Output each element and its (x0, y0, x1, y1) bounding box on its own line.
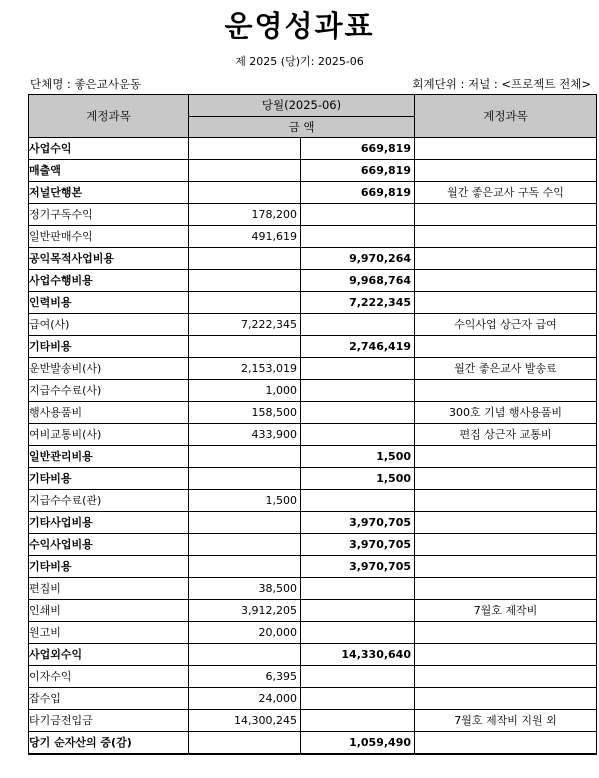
total-amount-cell (301, 622, 415, 644)
table-row (29, 578, 597, 600)
total-amount-cell (301, 380, 415, 402)
detail-amount-cell (189, 446, 301, 468)
memo-cell (415, 622, 597, 644)
memo-cell (415, 270, 597, 292)
total-amount-cell: 2,746,419 (301, 336, 415, 358)
account-name-cell: 행사용품비 (29, 402, 189, 424)
table-row (29, 468, 597, 490)
table-row (29, 710, 597, 732)
detail-amount-cell (189, 534, 301, 556)
memo-cell: 월간 좋은교사 구독 수익 (415, 182, 597, 204)
account-name-cell: 사업수행비용 (29, 270, 189, 292)
memo-cell (415, 468, 597, 490)
account-name-cell: 수익사업비용 (29, 534, 189, 556)
memo-cell: 7월호 제작비 지원 외 (415, 710, 597, 732)
account-name-cell: 매출액 (29, 160, 189, 182)
account-name-cell: 일반관리비용 (29, 446, 189, 468)
memo-cell: 수익사업 상근자 급여 (415, 314, 597, 336)
header-amount: 금 액 (189, 117, 415, 138)
account-name-cell: 일반판매수익 (29, 226, 189, 248)
report-title: 운영성과표 (224, 9, 375, 43)
account-name-cell: 기타비용 (29, 336, 189, 358)
total-amount-cell: 1,500 (301, 446, 415, 468)
memo-cell (415, 688, 597, 710)
table-row (29, 732, 597, 755)
account-name-cell: 편집비 (29, 578, 189, 600)
detail-amount-cell: 38,500 (189, 578, 301, 600)
table-row (29, 446, 597, 468)
detail-amount-cell: 178,200 (189, 204, 301, 226)
total-amount-cell: 669,819 (301, 160, 415, 182)
total-amount-cell: 9,968,764 (301, 270, 415, 292)
detail-amount-cell (189, 138, 301, 160)
account-name-cell: 여비교통비(사) (29, 424, 189, 446)
memo-cell (415, 556, 597, 578)
report-period: 제 2025 (당)기: 2025-06 (235, 55, 364, 68)
table-row (29, 622, 597, 644)
detail-amount-cell (189, 556, 301, 578)
table-row (29, 248, 597, 270)
memo-cell: 월간 좋은교사 발송료 (415, 358, 597, 380)
memo-cell (415, 138, 597, 160)
detail-amount-cell: 158,500 (189, 402, 301, 424)
detail-amount-cell: 2,153,019 (189, 358, 301, 380)
memo-cell (415, 204, 597, 226)
memo-cell: 7월호 제작비 (415, 600, 597, 622)
total-amount-cell (301, 204, 415, 226)
detail-amount-cell (189, 512, 301, 534)
account-name-cell: 운반발송비(사) (29, 358, 189, 380)
memo-cell (415, 490, 597, 512)
total-amount-cell (301, 226, 415, 248)
account-name-cell: 기타비용 (29, 468, 189, 490)
memo-cell (415, 292, 597, 314)
detail-amount-cell: 433,900 (189, 424, 301, 446)
detail-amount-cell: 20,000 (189, 622, 301, 644)
accounting-unit: 회계단위 : 저널 : <프로젝트 전체> (412, 77, 591, 91)
total-amount-cell (301, 578, 415, 600)
detail-amount-cell (189, 160, 301, 182)
detail-amount-cell: 6,395 (189, 666, 301, 688)
table-row (29, 556, 597, 578)
table-row (29, 380, 597, 402)
table-row (29, 512, 597, 534)
detail-amount-cell: 7,222,345 (189, 314, 301, 336)
total-amount-cell: 14,330,640 (301, 644, 415, 666)
table-row (29, 336, 597, 358)
table-row (29, 270, 597, 292)
memo-cell (415, 248, 597, 270)
detail-amount-cell: 14,300,245 (189, 710, 301, 732)
total-amount-cell: 3,970,705 (301, 534, 415, 556)
header-period: 당월(2025-06) (189, 95, 415, 117)
detail-amount-cell: 3,912,205 (189, 600, 301, 622)
memo-cell: 편집 상근자 교통비 (415, 424, 597, 446)
table-row (29, 182, 597, 204)
account-name-cell: 인쇄비 (29, 600, 189, 622)
memo-cell (415, 666, 597, 688)
total-amount-cell (301, 490, 415, 512)
memo-cell (415, 534, 597, 556)
total-amount-cell (301, 314, 415, 336)
memo-cell (415, 336, 597, 358)
memo-cell (415, 512, 597, 534)
account-name-cell: 원고비 (29, 622, 189, 644)
detail-amount-cell: 1,500 (189, 490, 301, 512)
total-amount-cell (301, 402, 415, 424)
table-row (29, 688, 597, 710)
detail-amount-cell (189, 468, 301, 490)
detail-amount-cell: 24,000 (189, 688, 301, 710)
total-amount-cell (301, 688, 415, 710)
table-row (29, 204, 597, 226)
table-row (29, 358, 597, 380)
table-row (29, 314, 597, 336)
table-row (29, 666, 597, 688)
table-row (29, 424, 597, 446)
total-amount-cell: 1,500 (301, 468, 415, 490)
total-amount-cell (301, 600, 415, 622)
account-name-cell: 인력비용 (29, 292, 189, 314)
account-name-cell: 이자수익 (29, 666, 189, 688)
total-amount-cell (301, 358, 415, 380)
account-name-cell: 타기금전입금 (29, 710, 189, 732)
account-name-cell: 지급수수료(관) (29, 490, 189, 512)
detail-amount-cell (189, 336, 301, 358)
total-amount-cell (301, 666, 415, 688)
total-amount-cell: 3,970,705 (301, 512, 415, 534)
table-row (29, 292, 597, 314)
detail-amount-cell (189, 292, 301, 314)
total-amount-cell: 669,819 (301, 138, 415, 160)
detail-amount-cell (189, 182, 301, 204)
total-amount-cell: 1,059,490 (301, 732, 415, 755)
memo-cell (415, 446, 597, 468)
memo-cell (415, 578, 597, 600)
account-name-cell: 당기 순자산의 증(감) (29, 732, 189, 755)
detail-amount-cell: 1,000 (189, 380, 301, 402)
account-name-cell: 기타비용 (29, 556, 189, 578)
table-row (29, 490, 597, 512)
detail-amount-cell (189, 248, 301, 270)
memo-cell (415, 380, 597, 402)
account-name-cell: 기타사업비용 (29, 512, 189, 534)
table-row (29, 600, 597, 622)
memo-cell (415, 644, 597, 666)
account-name-cell: 정기구독수익 (29, 204, 189, 226)
account-name-cell: 사업수익 (29, 138, 189, 160)
table-row (29, 644, 597, 666)
detail-amount-cell: 491,619 (189, 226, 301, 248)
account-name-cell: 공익목적사업비용 (29, 248, 189, 270)
operating-results-table (28, 94, 597, 755)
total-amount-cell (301, 424, 415, 446)
table-row (29, 138, 597, 160)
header-account: 계정과목 (29, 95, 189, 138)
detail-amount-cell (189, 644, 301, 666)
table-row (29, 534, 597, 556)
total-amount-cell: 9,970,264 (301, 248, 415, 270)
memo-cell (415, 160, 597, 182)
account-name-cell: 지급수수료(사) (29, 380, 189, 402)
header-memo: 계정과목 (415, 95, 597, 138)
organization-name: 단체명 : 좋은교사운동 (30, 77, 142, 91)
total-amount-cell: 7,222,345 (301, 292, 415, 314)
table-row (29, 160, 597, 182)
memo-cell (415, 732, 597, 755)
detail-amount-cell (189, 732, 301, 755)
total-amount-cell: 669,819 (301, 182, 415, 204)
account-name-cell: 저널단행본 (29, 182, 189, 204)
total-amount-cell: 3,970,705 (301, 556, 415, 578)
total-amount-cell (301, 710, 415, 732)
account-name-cell: 급여(사) (29, 314, 189, 336)
account-name-cell: 잡수입 (29, 688, 189, 710)
table-row (29, 402, 597, 424)
memo-cell (415, 226, 597, 248)
detail-amount-cell (189, 270, 301, 292)
table-row (29, 226, 597, 248)
memo-cell: 300호 기념 행사용품비 (415, 402, 597, 424)
account-name-cell: 사업외수익 (29, 644, 189, 666)
